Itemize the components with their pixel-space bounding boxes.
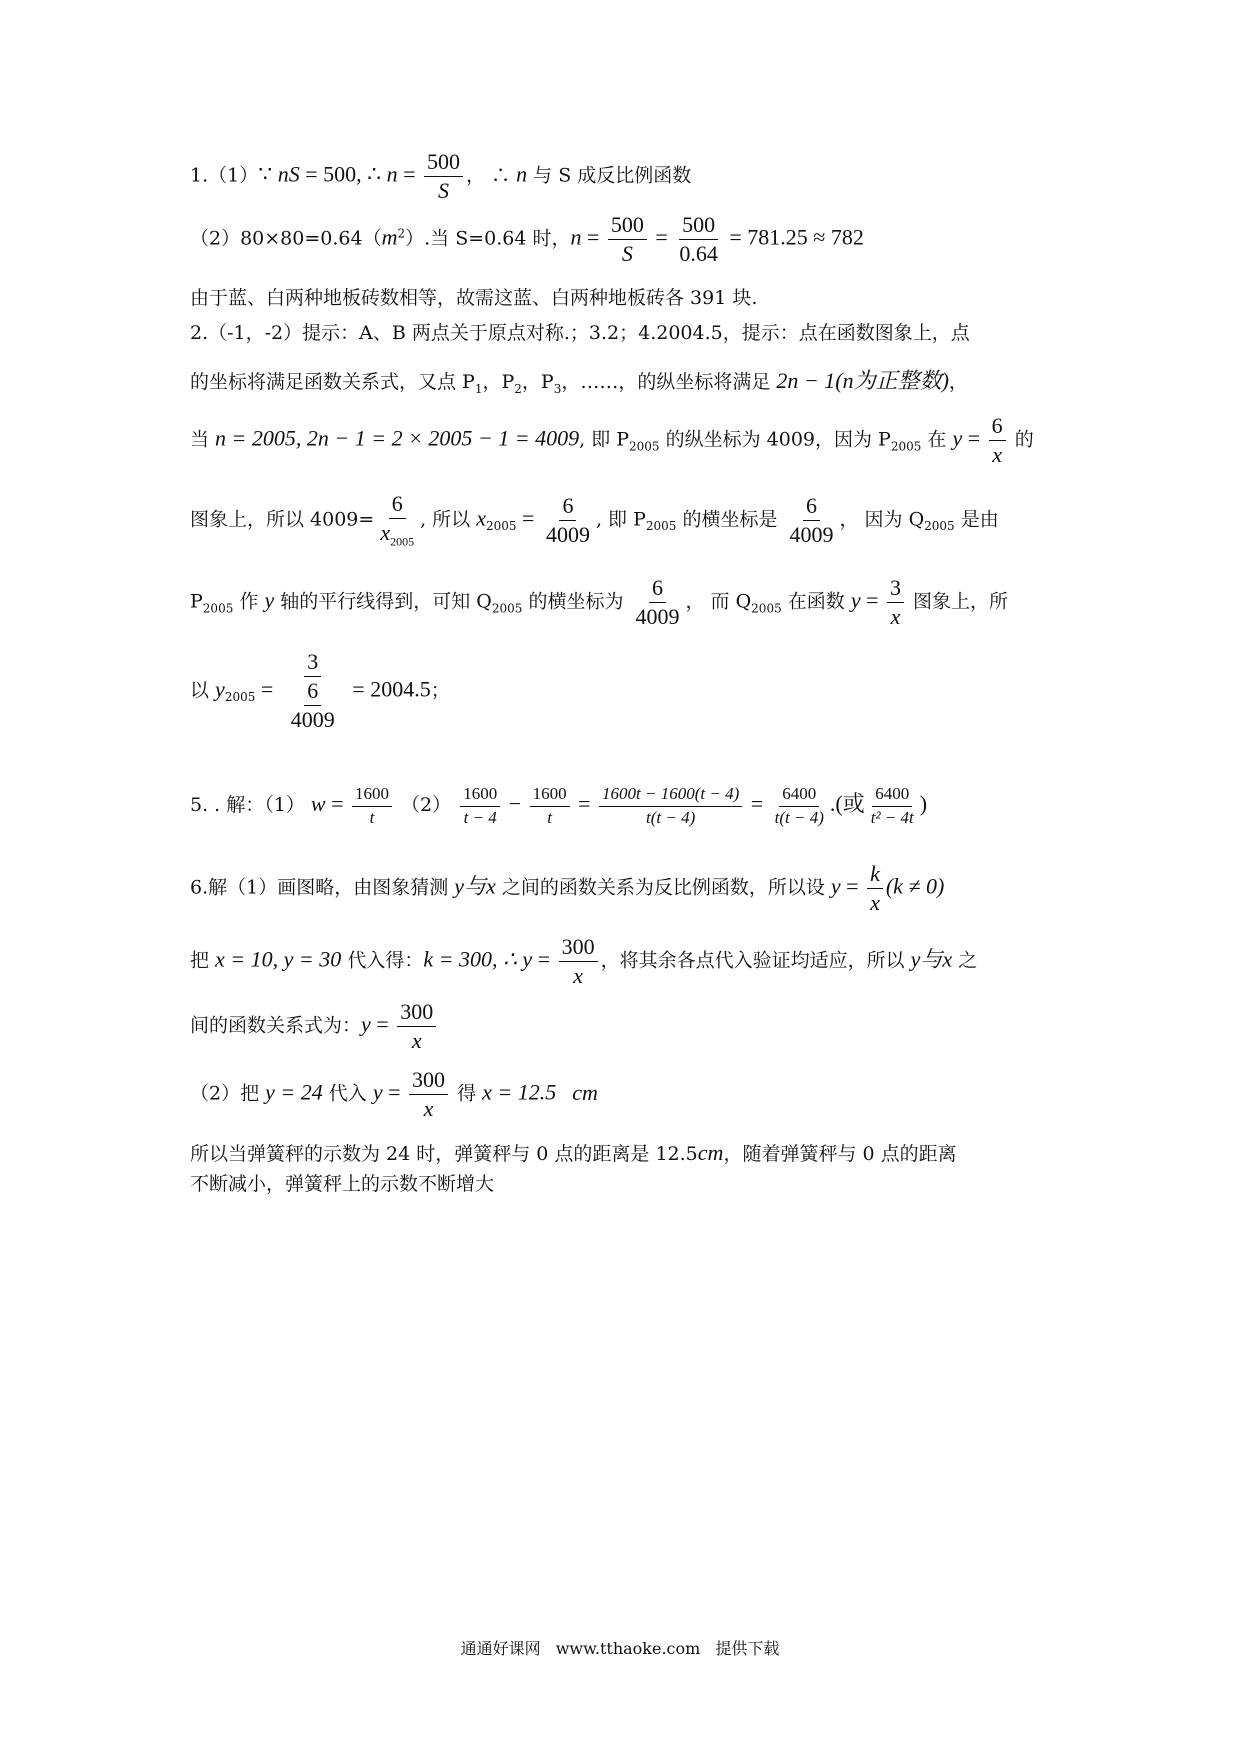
fraction-numerator: 6: [649, 576, 666, 603]
equals-sign: =: [382, 1079, 407, 1105]
text-segment: ， 而 Q: [685, 590, 752, 613]
footer-url[interactable]: www.tthaoke.com: [555, 1639, 701, 1658]
q2-line-4: [190, 492, 1058, 549]
fraction-500-over-s: [424, 150, 463, 203]
text-segment: 轴的平行线得到，可知 Q: [274, 590, 492, 613]
fraction-numerator: 6400: [872, 785, 912, 807]
text-segment: P: [190, 590, 203, 613]
equation-text: = 500, ∴: [299, 161, 387, 187]
q2-line-6: [190, 650, 1058, 733]
fraction-numerator: 6: [559, 494, 576, 521]
fraction-numerator: 1600t − 1600(t − 4): [599, 785, 742, 807]
var-y: y: [830, 873, 841, 899]
text-segment: 当: [190, 428, 216, 451]
var-s: S: [288, 161, 300, 187]
q2-line-3: [190, 414, 1058, 467]
fraction-combined: [599, 785, 742, 827]
text-segment: 作: [233, 590, 265, 613]
var-y: y: [372, 1079, 383, 1105]
text-segment: , 即 P: [595, 508, 646, 531]
text-segment: 图象上，所: [907, 590, 1009, 613]
text-segment: ；: [430, 679, 450, 702]
fraction-6-over-4009: [543, 494, 593, 547]
text-segment: （2）: [401, 794, 452, 817]
text-segment: 图象上，所以 4009=: [190, 508, 375, 531]
q1-line-1: [190, 150, 1058, 203]
text-segment: ）.当 S=0.64 时，: [405, 227, 571, 250]
fraction-300-over-x: [559, 935, 598, 988]
subscript: 2005: [629, 439, 660, 454]
equals-sign: =: [745, 791, 769, 817]
text-segment: 代入: [322, 1082, 373, 1105]
subscript: 1: [474, 381, 483, 396]
text-segment: 在: [921, 428, 953, 451]
text-segment: 把: [190, 949, 216, 972]
text-segment: 得: [451, 1082, 483, 1105]
text-segment: ， 因为 Q: [839, 508, 925, 531]
q2-line-2: [190, 368, 1058, 396]
equals-sign: =: [581, 224, 605, 250]
minus-sign: −: [503, 791, 527, 817]
text-segment: ，P: [521, 371, 554, 393]
q1-line-2: [190, 213, 1058, 266]
q6-line-2: [190, 935, 1058, 988]
fraction-denominator: 0.64: [679, 241, 718, 267]
equals-sign: =: [516, 505, 540, 531]
subscript: 2005: [645, 519, 677, 534]
fraction-6-over-x2005: [377, 492, 417, 549]
fraction-numerator: 300: [409, 1068, 448, 1095]
subscript: 3: [553, 381, 562, 396]
q6-line-1: [190, 862, 1058, 915]
q1-line-3: [190, 287, 1058, 310]
text-segment: 之间的函数关系为反比例函数，所以设: [495, 876, 831, 899]
result-value: = 781.25 ≈ 782: [723, 224, 864, 250]
q6-line-6: [190, 1173, 1058, 1196]
text-segment: ，……，的纵坐标将满足: [561, 371, 777, 393]
footer-site-name: 通通好课网: [460, 1639, 541, 1658]
var-x: x: [476, 505, 486, 531]
fraction-numerator: 6: [304, 679, 321, 706]
fraction-denominator: 4009: [545, 521, 590, 547]
var-n: n: [570, 224, 582, 250]
footer: [0, 1636, 1240, 1659]
fraction-300-over-x: [409, 1068, 448, 1121]
q6-line-4: [190, 1068, 1058, 1121]
result-value: = 2004.5: [346, 676, 431, 702]
equals-sign: =: [532, 946, 556, 972]
fraction-300-over-x: [397, 1000, 436, 1053]
fraction-denominator: x: [423, 1096, 434, 1122]
q6-line-3: [190, 1000, 1058, 1053]
q2-line-1: [190, 322, 1058, 345]
equals-sign: =: [572, 791, 597, 817]
math-expression: 2n − 1(n为正整数): [776, 368, 949, 393]
q1-label: 1.（1）: [190, 164, 259, 187]
text-segment: ，随着弹簧秤与 0 点的距离: [723, 1143, 957, 1165]
fraction-1600-over-t-minus-4: [460, 785, 500, 827]
subscript: 2005: [751, 601, 782, 616]
fraction-numerator: 3: [304, 650, 321, 677]
fraction-denominator: 4009: [635, 604, 680, 630]
because-symbol: ∵: [258, 161, 278, 187]
text-segment: 2.（-1，-2）提示：A、B 两点关于原点对称.；3.2；4.2004.5，提示：点在函数图象上，点: [190, 322, 970, 344]
fraction-denominator: x: [870, 890, 880, 916]
fraction-denominator: x: [890, 604, 901, 630]
text-segment: , 即 P: [579, 428, 630, 451]
fraction-denominator: 4009: [290, 707, 335, 733]
fraction-3-over-x: [887, 576, 904, 629]
fraction-denominator: t: [547, 807, 552, 827]
subscript: 2005: [390, 534, 415, 549]
fraction-denominator: x: [992, 442, 1003, 468]
fraction-numerator: k: [867, 862, 883, 889]
subscript: 2005: [224, 690, 256, 705]
var-y: y: [264, 587, 275, 613]
fraction-6400-over-t-t-minus-4: [772, 785, 827, 827]
fraction-500-over-s: [608, 213, 647, 266]
var-y: y: [361, 1011, 371, 1037]
q5-label: 5. . 解：（1）: [190, 794, 305, 817]
equals-sign: =: [397, 161, 422, 187]
subscript: 2: [514, 381, 522, 396]
fraction-1600-over-t: [352, 785, 392, 827]
condition: (k ≠ 0): [885, 873, 945, 899]
text-segment: 6.解（1）画图略，由图象猜测: [190, 876, 455, 899]
fraction-denominator: S: [621, 241, 633, 267]
subscript: 2005: [485, 519, 517, 534]
text-segment: 代入得：: [341, 949, 424, 972]
fraction-numerator: 300: [397, 1000, 436, 1027]
fraction-1600-over-t: [530, 785, 570, 827]
var-n: n: [386, 161, 398, 187]
equals-sign: =: [962, 425, 986, 451]
fraction-6-over-4009: [288, 679, 338, 732]
text-segment: ): [919, 791, 928, 817]
math-expression: y = 24: [265, 1079, 323, 1105]
footer-suffix: 提供下载: [715, 1639, 780, 1658]
q2-line-5: [190, 576, 1058, 629]
subscript: 2005: [491, 601, 523, 616]
fraction-numerator: 6400: [779, 785, 819, 807]
math-expression: x = 12.5: [482, 1079, 557, 1105]
text-segment: 的横坐标是: [676, 508, 784, 531]
text-segment: 不断减小，弹簧秤上的示数不断增大: [190, 1173, 495, 1195]
var-y: y: [215, 676, 225, 702]
fraction-k-over-x: [867, 862, 883, 915]
text-segment: 的坐标将满足函数关系式，又点 P: [190, 371, 475, 393]
fraction-numerator: 6: [803, 494, 820, 521]
text-segment: ，将其余各点代入验证均适应，所以: [600, 949, 911, 972]
equals-sign: =: [649, 224, 674, 250]
math-expression: n = 2005, 2n − 1 = 2 × 2005 − 1 = 4009: [215, 425, 580, 451]
fraction-6400-over-t2-minus-4t: [868, 785, 917, 827]
var-m: m: [381, 224, 398, 250]
text-segment: ，P: [482, 371, 515, 393]
text-segment: 所以当弹簧秤的示数为 24 时，弹簧秤与 0 点的距离是 12.5: [190, 1143, 698, 1165]
equals-sign: =: [860, 587, 884, 613]
text-segment: 由于蓝、白两种地板砖数相等，故需这蓝、白两种地板砖各 391 块.: [190, 287, 758, 309]
fraction-numerator: 500: [679, 213, 718, 240]
nested-fraction: [282, 650, 344, 733]
text-segment: （2）把: [190, 1082, 266, 1105]
text-segment: 以: [190, 679, 216, 702]
text-segment: , 所以: [420, 508, 477, 531]
equals-sign: =: [255, 676, 279, 702]
equals-sign: =: [370, 1011, 395, 1037]
fraction-500-over-064: [676, 213, 721, 266]
fraction-denominator: 4009: [789, 521, 834, 547]
equals-sign: =: [840, 873, 865, 899]
math-expression: y与x: [910, 946, 953, 972]
text-segment: 间的函数关系式为：: [190, 1014, 362, 1037]
fraction-denominator: x: [573, 963, 583, 989]
text-segment: 是由: [954, 508, 999, 531]
fraction-denominator: t(t − 4): [774, 807, 824, 827]
q5-line: [190, 785, 1058, 827]
fraction-denominator: t: [369, 807, 375, 827]
var-w: w: [310, 791, 326, 817]
text-segment: ，: [948, 371, 968, 393]
text-segment: ， ∴: [466, 164, 517, 187]
math-expression: k = 300, ∴ y: [423, 946, 533, 972]
fraction-6-over-4009: [787, 494, 837, 547]
fraction-numerator: 500: [608, 213, 647, 240]
var-n: n: [277, 161, 289, 187]
var-y: y: [952, 425, 963, 451]
fraction-denominator: x: [411, 1028, 422, 1054]
fraction-denominator: [282, 677, 344, 732]
text-segment: 的纵坐标为 4009，因为 P: [659, 428, 891, 451]
text-segment: 与 S 成反比例函数: [527, 164, 692, 187]
var-n: n: [516, 161, 528, 187]
var-x: x: [380, 520, 391, 546]
fraction-denominator: S: [438, 178, 450, 204]
fraction-numerator: 1600: [460, 785, 500, 807]
var-y: y: [850, 587, 861, 613]
fraction-numerator: 6: [389, 492, 406, 519]
subscript: 2005: [890, 439, 922, 454]
superscript: 2: [397, 226, 406, 241]
subscript: 2005: [202, 601, 234, 616]
equals-sign: =: [325, 791, 349, 817]
math-expression: x = 10, y = 30: [215, 946, 342, 972]
subscript: 2005: [924, 519, 955, 534]
fraction-6-over-4009: [633, 576, 683, 629]
text-segment: .(或: [829, 791, 865, 817]
text-segment: 之: [952, 949, 978, 972]
text-segment: 的: [1008, 428, 1034, 451]
fraction-denominator: t(t − 4): [646, 807, 696, 827]
unit-cm: cm: [572, 1079, 598, 1105]
fraction-numerator: 500: [424, 150, 463, 177]
fraction-numerator: 1600: [352, 785, 392, 807]
math-expression: y与x: [454, 873, 496, 899]
fraction-denominator: [377, 519, 417, 549]
text-segment: 在函数: [781, 590, 851, 613]
fraction-6-over-x: [989, 414, 1006, 467]
q6-line-5: [190, 1140, 1058, 1166]
fraction-numerator: 6: [989, 414, 1006, 441]
text-segment: （2）80×80=0.64（: [190, 227, 382, 250]
fraction-numerator: 3: [887, 576, 904, 603]
unit-cm: cm: [697, 1140, 724, 1165]
fraction-denominator: t − 4: [463, 807, 497, 827]
fraction-numerator: 1600: [530, 785, 570, 807]
text-segment: 的横坐标为: [522, 590, 630, 613]
fraction-numerator: 300: [559, 935, 598, 962]
fraction-denominator: t² − 4t: [870, 807, 914, 827]
